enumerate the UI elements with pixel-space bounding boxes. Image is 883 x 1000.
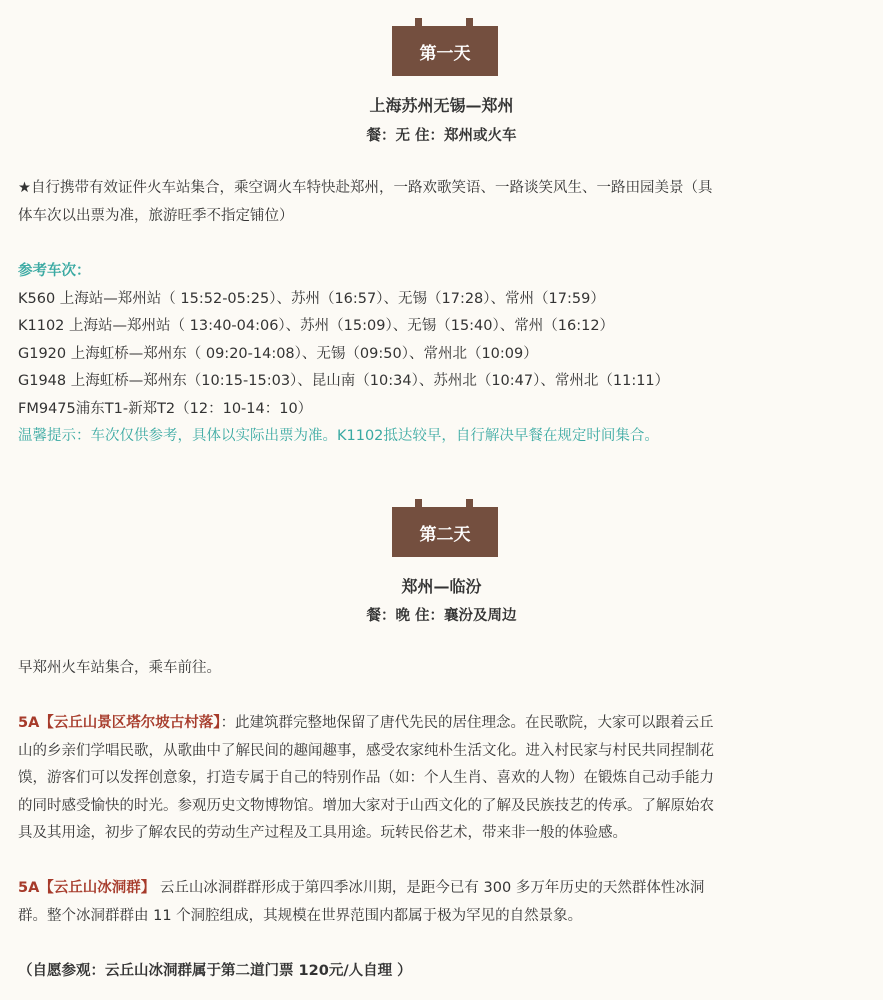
attraction-desc: 群。整个冰洞群群由 11 个洞腔组成，其规模在世界范围内都属于极为罕见的自然景象。 [18, 907, 583, 924]
train-item: K560 上海站—郑州站（ 15:52-05:25）、苏州（16:57）、无锡（17:28）、常州（17:59） [18, 290, 605, 307]
day2-intro: 早郑州火车站集合，乘车前往。 [18, 660, 221, 676]
day1-intro-line: ★自行携带有效证件火车站集合，乘空调火车特快赴郑州，一路欢歌笑语、一路谈笑风生、一路田园美景（具 [18, 180, 713, 196]
attraction-tarpo [18, 710, 876, 848]
optional-note: （自愿参观：云丘山冰洞群属于第二道门票 120元/人自理 ） [18, 963, 412, 979]
day1-badge-label: 第一天 [392, 26, 498, 76]
train-item: K1102 上海站—郑州站（ 13:40-04:06）、苏州（15:09）、无锡（15:40）、常州（16:12） [18, 318, 615, 334]
day1-intro-line: 体车次以出票为准，旅游旺季不指定铺位） [18, 207, 294, 224]
trains-title: 参考车次： [18, 263, 91, 279]
day2-badge [392, 497, 498, 557]
attraction-desc: 山的乡亲们学唱民歌，从歌曲中了解民间的趣闻趣事，感受农家纯朴生活文化。进入村民家与村民共同捏制花 [18, 742, 714, 759]
train-item: FM9475浦东T1-新郑T2（12：10-14：10） [18, 400, 313, 417]
day1-route: 上海苏州无锡—郑州 [369, 96, 514, 115]
day1-meal-stay: 餐：无 住：郑州或火车 [366, 128, 517, 144]
attraction-desc: 馍，游客们可以发挥创意象，打造专属于自己的特别作品（如：个人生肖、喜欢的人物）在锻炼自己动手能力 [18, 770, 714, 786]
day1-intro [18, 175, 876, 230]
attraction-desc: 云丘山冰洞群群形成于第四季冰川期，是距今已有 300 多万年历史的天然群体性冰洞 [155, 880, 705, 896]
attraction-title: 5A【云丘山景区塔尔坡古村落】 [18, 715, 221, 731]
attraction-desc: 具及其用途，初步了解农民的劳动生产过程及工具用途。玩转民俗艺术，带来非一般的体验感。 [18, 825, 627, 841]
day1-badge [392, 16, 498, 76]
train-item: G1920 上海虹桥—郑州东（ 09:20-14:08）、无锡（09:50）、常州北（10:09） [18, 345, 538, 362]
attraction-title: 5A【云丘山冰洞群】 [18, 880, 156, 896]
day1-trains [18, 258, 876, 451]
day2-meal-stay: 餐：晚 住：襄汾及周边 [366, 608, 517, 624]
day2-route: 郑州—临汾 [401, 577, 482, 596]
warm-tip: 温馨提示：车次仅供参考，具体以实际出票为准。K1102抵达较早，自行解决早餐在规定时间集合。 [18, 428, 659, 444]
day2-badge-label: 第二天 [392, 507, 498, 557]
attraction-desc: 的同时感受愉快的时光。参观历史文物博物馆。增加大家对于山西文化的了解及民族技艺的传承。了解原始农 [18, 797, 714, 814]
attraction-ice-cave [18, 875, 876, 930]
train-item: G1948 上海虹桥—郑州东（10:15-15:03）、昆山南（10:34）、苏州北（10:47）、常州北（11:11） [18, 373, 670, 389]
attraction-desc: ：此建筑群完整地保留了唐代先民的居住理念。在民歌院，大家可以跟着云丘 [220, 715, 714, 731]
